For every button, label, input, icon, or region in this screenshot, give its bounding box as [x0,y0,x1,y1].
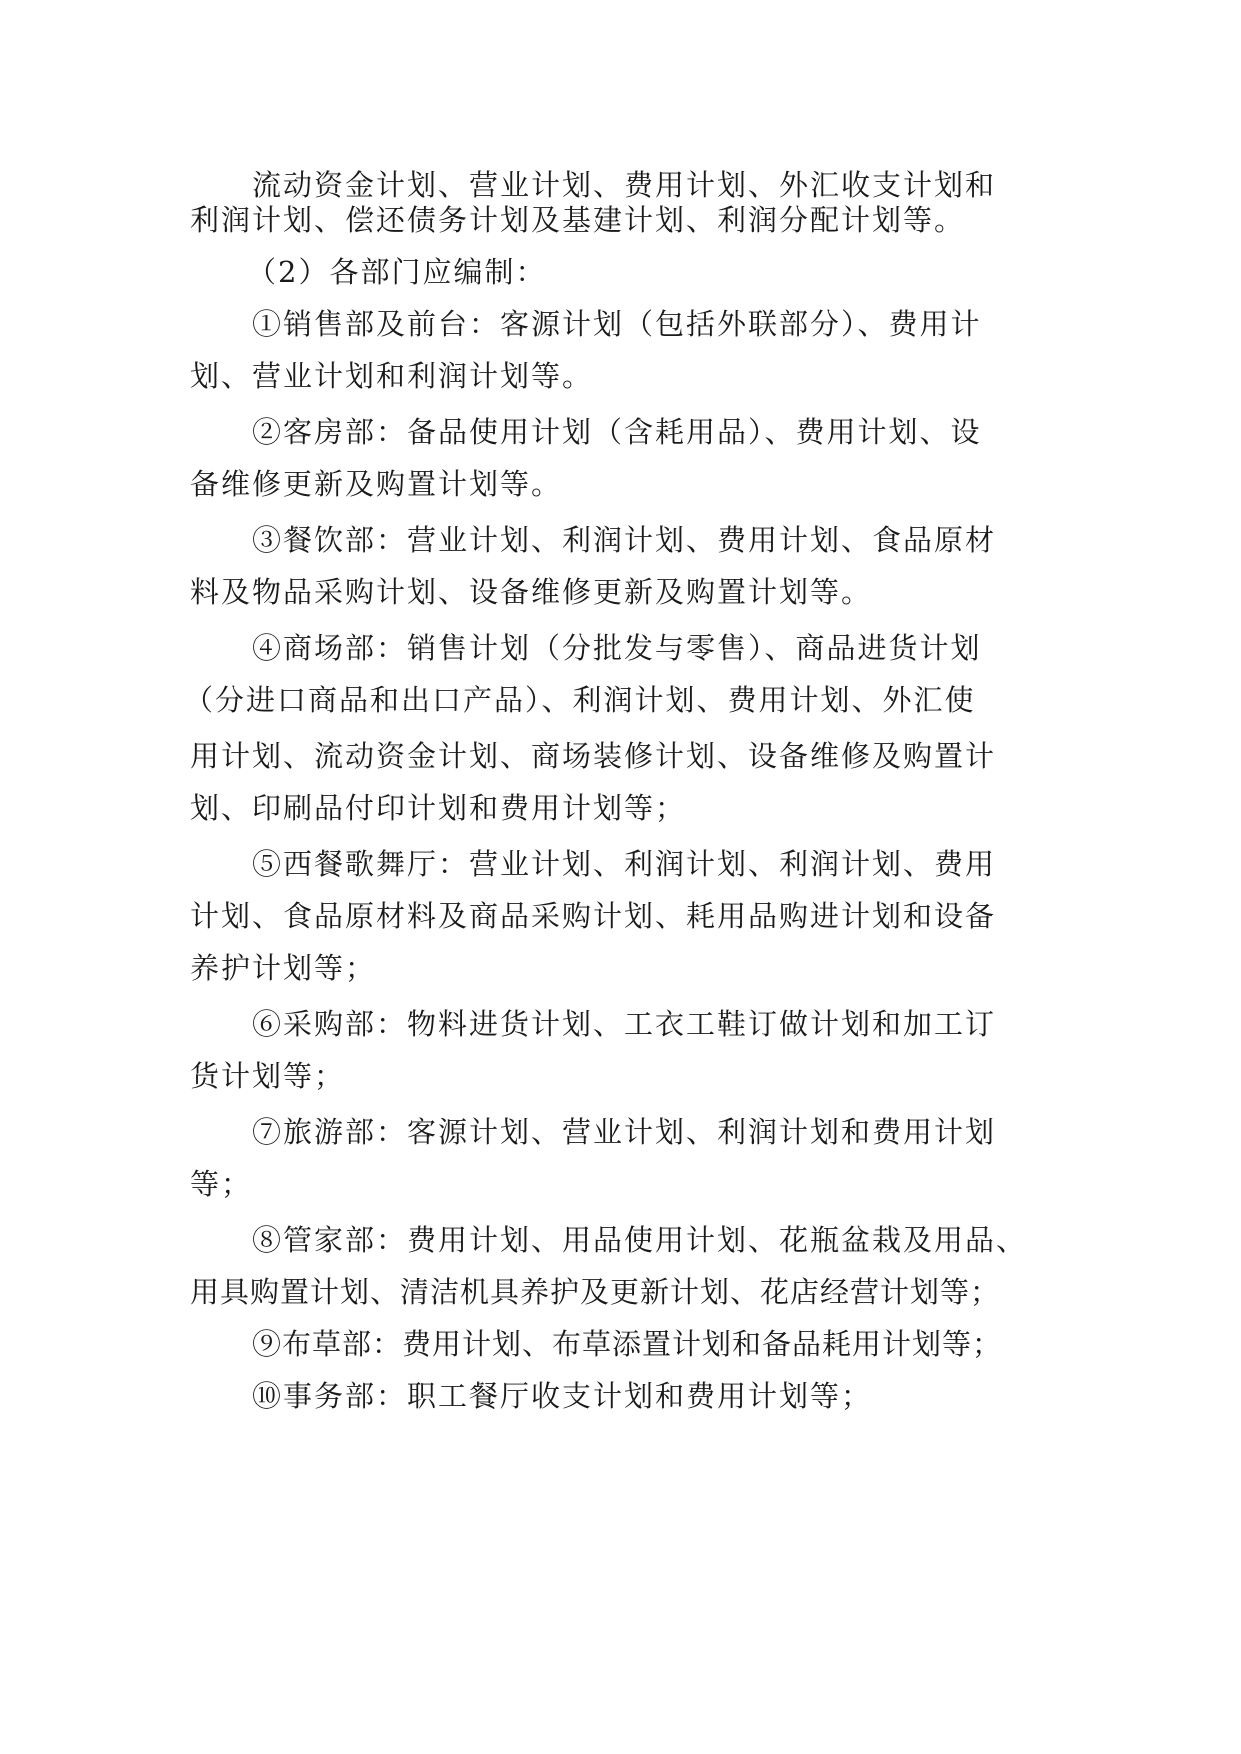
text-line-4 [0,304,1241,344]
line-text: ③餐饮部：营业计划、利润计划、费用计划、食品原材 [252,523,997,557]
text-line-11 [0,680,1241,720]
text-line-15 [0,896,1241,936]
text-line-8 [0,520,1241,560]
line-text: ②客房部：备品使用计划（含耗用品）、费用计划、设 [252,415,982,449]
text-line-3 [0,252,1241,292]
line-text: 货计划等； [190,1059,346,1093]
text-line-10 [0,628,1241,668]
text-line-14 [0,844,1241,884]
text-line-1 [0,165,1241,205]
line-text: ⑥采购部：物料进货计划、工衣工鞋订做计划和加工订 [252,1007,997,1041]
text-line-22 [0,1272,1241,1312]
line-text: 流动资金计划、营业计划、费用计划、外汇收支计划和 [252,168,997,202]
line-text: 料及物品采购计划、设备维修更新及购置计划等。 [190,575,873,609]
text-line-6 [0,412,1241,452]
text-line-16 [0,948,1241,988]
line-text: ⑧管家部：费用计划、用品使用计划、花瓶盆栽及用品、 [252,1223,1028,1257]
line-text: 划、印刷品付印计划和费用计划等； [190,791,687,825]
text-line-2 [0,200,1241,240]
text-line-24 [0,1376,1241,1416]
line-text: ⑦旅游部：客源计划、营业计划、利润计划和费用计划 [252,1115,997,1149]
line-text: ⑩事务部：职工餐厅收支计划和费用计划等； [252,1379,873,1413]
line-text: （2）各部门应编制： [247,255,547,289]
text-line-20 [0,1164,1241,1204]
text-line-19 [0,1112,1241,1152]
text-line-23 [0,1324,1241,1364]
line-text: 计划、食品原材料及商品采购计划、耗用品购进计划和设备 [190,899,997,933]
text-line-5 [0,356,1241,396]
line-text: ⑤西餐歌舞厅：营业计划、利润计划、利润计划、费用 [252,847,997,881]
text-line-9 [0,572,1241,612]
text-line-7 [0,464,1241,504]
line-text: （分进口商品和出口产品）、利润计划、费用计划、外汇使 [184,683,976,717]
line-text: 划、营业计划和利润计划等。 [190,359,594,393]
text-line-21 [0,1220,1241,1260]
line-text: 用具购置计划、清洁机具养护及更新计划、花店经营计划等； [190,1275,1001,1309]
text-line-18 [0,1056,1241,1096]
line-text: 利润计划、偿还债务计划及基建计划、利润分配计划等。 [190,203,966,237]
line-text: 等； [190,1167,253,1201]
text-line-12 [0,736,1241,776]
line-text: ⑨布草部：费用计划、布草添置计划和备品耗用计划等； [252,1327,1003,1361]
text-line-13 [0,788,1241,828]
text-line-17 [0,1004,1241,1044]
line-text: 养护计划等； [190,951,377,985]
line-text: 用计划、流动资金计划、商场装修计划、设备维修及购置计 [190,739,997,773]
line-text: ①销售部及前台：客源计划（包括外联部分）、费用计 [252,307,982,341]
line-text: ④商场部：销售计划（分批发与零售）、商品进货计划 [252,631,982,665]
line-text: 备维修更新及购置计划等。 [190,467,563,501]
